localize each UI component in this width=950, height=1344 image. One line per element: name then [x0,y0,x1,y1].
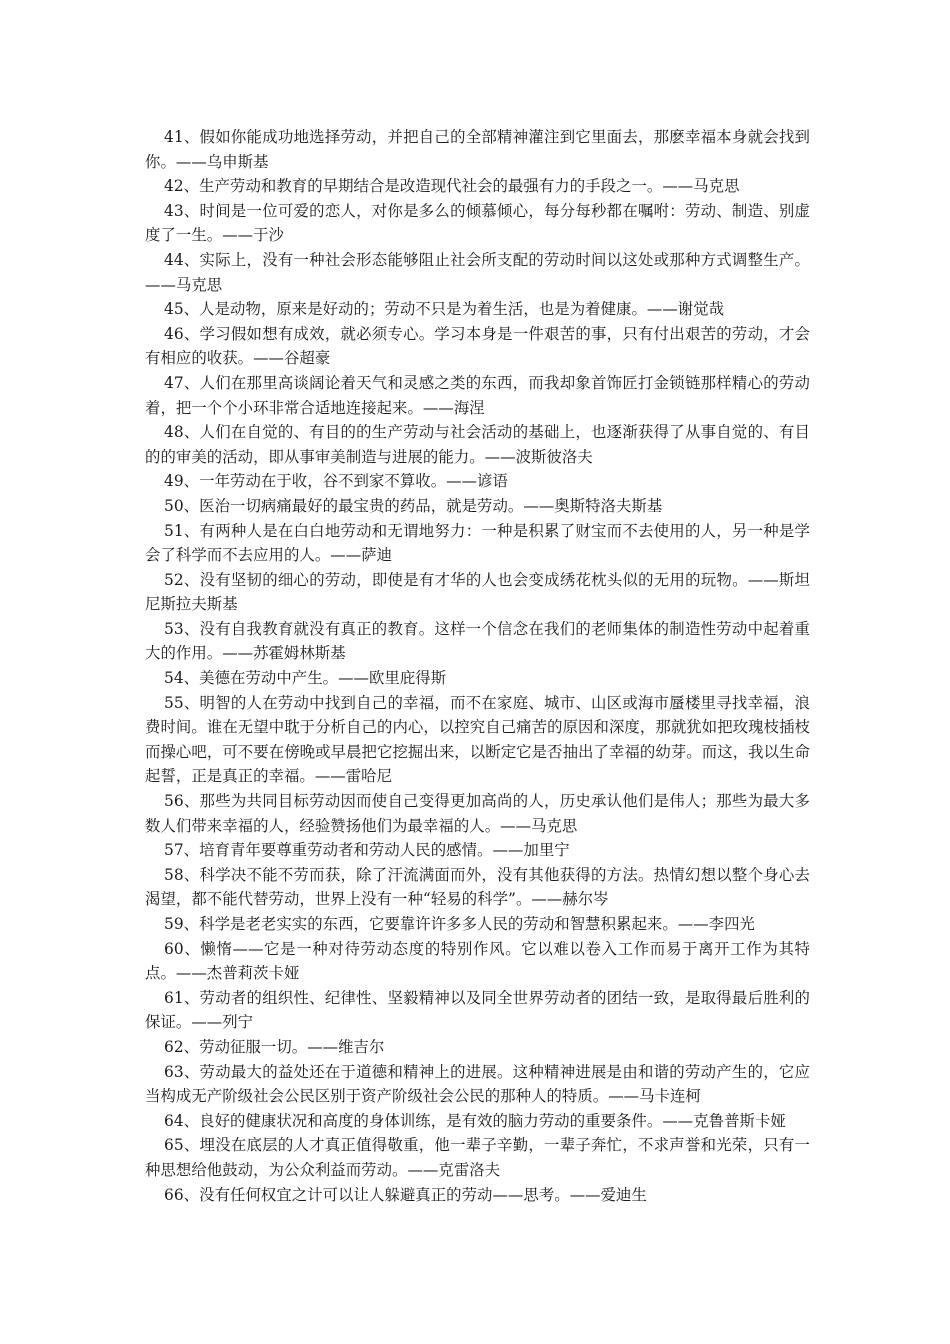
quote-53: 53、没有自我教育就没有真正的教育。这样一个信念在我们的老师集体的制造性劳动中起着重大的作用。——苏霍姆林斯基 [145,619,810,663]
quote-42: 42、生产劳动和教育的早期结合是改造现代社会的最强有力的手段之一。——马克思 [164,177,740,196]
quote-65: 65、埋没在底层的人才真正值得敬重，他一辈子辛勤，一辈子奔忙，不求声誉和光荣，只有一种思想给他鼓动，为公众利益而劳动。——克雷洛夫 [145,1136,810,1179]
quote-60: 60、懒惰——它是一种对待劳动态度的特别作风。它以难以卷入工作而易于离开工作为其特点。——杰普莉茨卡娅 [145,939,810,983]
quote-58: 58、科学决不能不劳而获，除了汗流满面而外，没有其他获得的方法。热情幻想以整个身心去渴望，都不能代替劳动，世界上没有一种“轻易的科学”。——赫尔岑 [145,865,810,909]
quote-list [145,125,810,1207]
quote-57: 57、培育青年要尊重劳动者和劳动人民的感情。——加里宁 [164,841,570,860]
quote-41: 41、假如你能成功地选择劳动，并把自己的全部精神灌注到它里面去，那麽幸福本身就会找到你。——乌申斯基 [145,128,810,171]
quote-45: 45、人是动物，原来是好动的；劳动不只是为着生活，也是为着健康。——谢觉哉 [164,300,725,319]
quote-63: 63、劳动最大的益处还在于道德和精神上的进展。这种精神进展是由和谐的劳动产生的，它应当构成无产阶级社会公民区别于资产阶级社会公民的那种人的特质。——马卡连柯 [145,1062,810,1106]
quote-44: 44、实际上，没有一种社会形态能够阻止社会所支配的劳动时间以这处或那种方式调整生产。——马克思 [145,250,810,294]
quote-49: 49、一年劳动在于收，谷不到家不算收。——谚语 [164,472,508,491]
quote-48: 48、人们在自觉的、有目的的生产劳动与社会活动的基础上，也逐渐获得了从事自觉的、有目的的审美的活动，即从事审美制造与进展的能力。——波斯彼洛夫 [145,423,810,466]
quote-66: 66、没有任何权宜之计可以让人躲避真正的劳动——思考。——爱迪生 [164,1185,647,1204]
quote-56: 56、那些为共同目标劳动因而使自己变得更加高尚的人，历史承认他们是伟人；那些为最大多数人们带来幸福的人，经验赞扬他们为最幸福的人。——马克思 [145,792,810,835]
quote-61: 61、劳动者的组织性、纪律性、坚毅精神以及同全世界劳动者的团结一致，是取得最后胜利的保证。——列宁 [145,988,810,1032]
quote-50: 50、医治一切病痛最好的最宝贵的药品，就是劳动。——奥斯特洛夫斯基 [164,496,663,515]
quote-62: 62、劳动征服一切。——维吉尔 [164,1037,385,1056]
quote-52: 52、没有坚韧的细心的劳动，即使是有才华的人也会变成绣花枕头似的无用的玩物。——斯坦尼斯拉夫斯基 [145,570,810,614]
quote-51: 51、有两种人是在白白地劳动和无谓地努力：一种是积累了财宝而不去使用的人，另一种是学会了科学而不去应用的人。——萨迪 [145,521,810,565]
quote-64: 64、良好的健康状况和高度的身体训练，是有效的脑力劳动的重要条件。——克鲁普斯卡娅 [164,1111,786,1130]
quote-43: 43、时间是一位可爱的恋人，对你是多么的倾慕倾心，每分每秒都在嘱咐：劳动、制造、别虚度了一生。——于沙 [145,201,810,245]
quote-59: 59、科学是老老实实的东西，它要靠许许多多人民的劳动和智慧积累起来。——李四光 [164,915,755,933]
quote-55: 55、明智的人在劳动中找到自己的幸福，而不在家庭、城市、山区或海市蜃楼里寻找幸福，浪费时间。谁在无望中耽于分析自己的内心，以控究自己痛苦的原因和深度，那就犹如把玫瑰枝插枝而操心吧，可不要在傍晚或早晨把它挖掘出来，以断定它是否抽出了幸福的幼芽。而这，我以生命起誓，正是真正的幸福。——雷哈尼 [145,693,810,786]
quote-46: 46、学习假如想有成效，就必须专心。学习本身是一件艰苦的事，只有付出艰苦的劳动，才会有相应的收获。——谷超豪 [145,324,810,368]
quote-54: 54、美德在劳动中产生。——欧里庇得斯 [164,669,447,688]
quote-47: 47、人们在那里高谈阔论着天气和灵感之类的东西，而我却象首饰匠打金锁链那样精心的劳动着，把一个个小环非常合适地连接起来。——海涅 [145,373,810,417]
